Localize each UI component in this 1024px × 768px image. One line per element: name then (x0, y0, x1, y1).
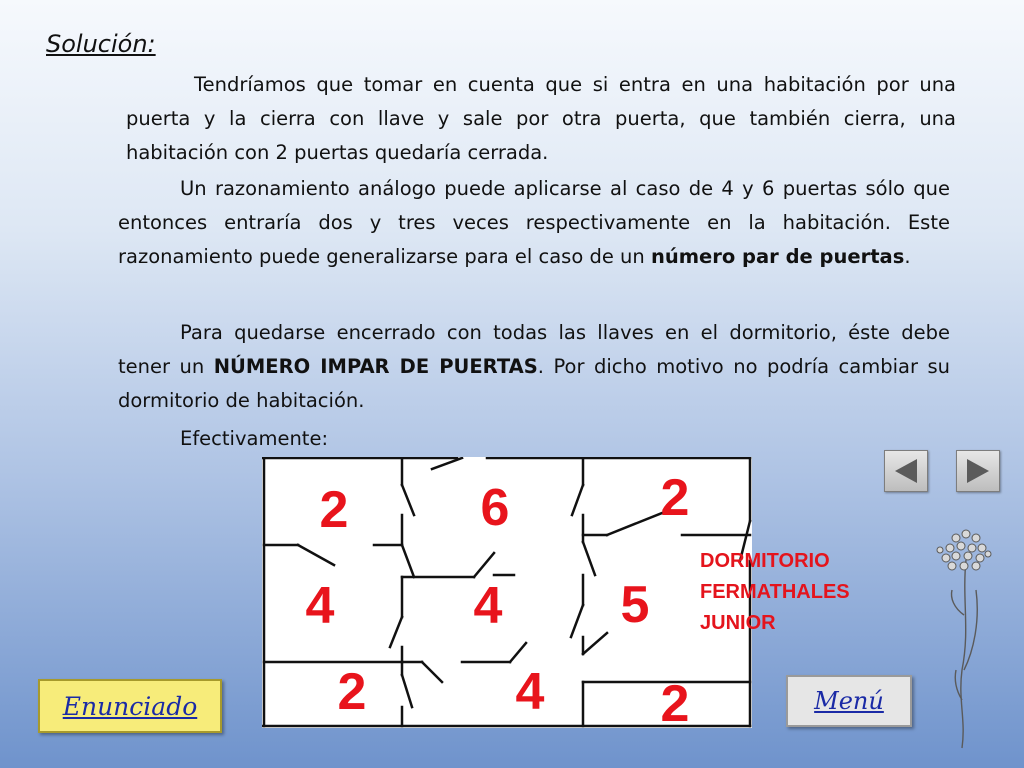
room-door-count: 2 (660, 675, 690, 728)
legend-line: DORMITORIO (700, 550, 830, 572)
room-door-count: 4 (473, 577, 503, 635)
room-door-count: 2 (660, 469, 690, 527)
paragraph-3-text: Para quedarse encerrado con todas las llaves en el dormitorio, éste debe tener un (118, 321, 950, 378)
triangle-right-icon (957, 451, 999, 491)
flower-decoration-icon (926, 520, 996, 750)
paragraph-1: Tendríamos que tomar en cuenta que si entra en una habitación por una puerta y la cierra con llave y sale por otra puerta, que también cierra, una habitación con 2 puertas quedaría cerrada. (126, 73, 956, 164)
legend-line: FERMATHALES (700, 581, 850, 603)
paragraph-2-text: Un razonamiento análogo puede aplicarse al caso de 4 y 6 puertas sólo que entonces entraría dos y tres veces respectivamente en la habitación. Este razonamiento puede generalizarse para el caso de un (118, 177, 950, 268)
paragraph-3-text-end: . Por dicho motivo no podría cambiar su dormitorio de habitación. (118, 355, 950, 412)
paragraph-3-bold: NÚMERO IMPAR DE PUERTAS (213, 355, 538, 378)
paragraph-2-bold: número par de puertas (650, 245, 905, 268)
next-slide-button[interactable] (956, 450, 1000, 492)
menu-button[interactable]: Menú (786, 675, 912, 727)
room-door-count: 4 (515, 663, 545, 721)
paragraph-2-end: . (904, 245, 911, 268)
room-door-count: 2 (319, 481, 349, 539)
paragraph-3 (118, 316, 950, 418)
paragraph-2 (118, 172, 950, 274)
page-title: Solución: (46, 30, 156, 58)
room-door-count: 6 (480, 479, 510, 537)
legend-line: JUNIOR (700, 612, 776, 634)
triangle-left-icon (885, 451, 927, 491)
room-door-count: 2 (337, 663, 367, 721)
paragraph-4: Efectivamente: (180, 427, 329, 450)
room-door-count: 5 (620, 576, 650, 634)
house-floor-plan (262, 457, 752, 728)
enunciado-button[interactable]: Enunciado (38, 679, 222, 733)
legend-label (700, 546, 850, 639)
room-door-count: 4 (305, 577, 335, 635)
previous-slide-button[interactable] (884, 450, 928, 492)
